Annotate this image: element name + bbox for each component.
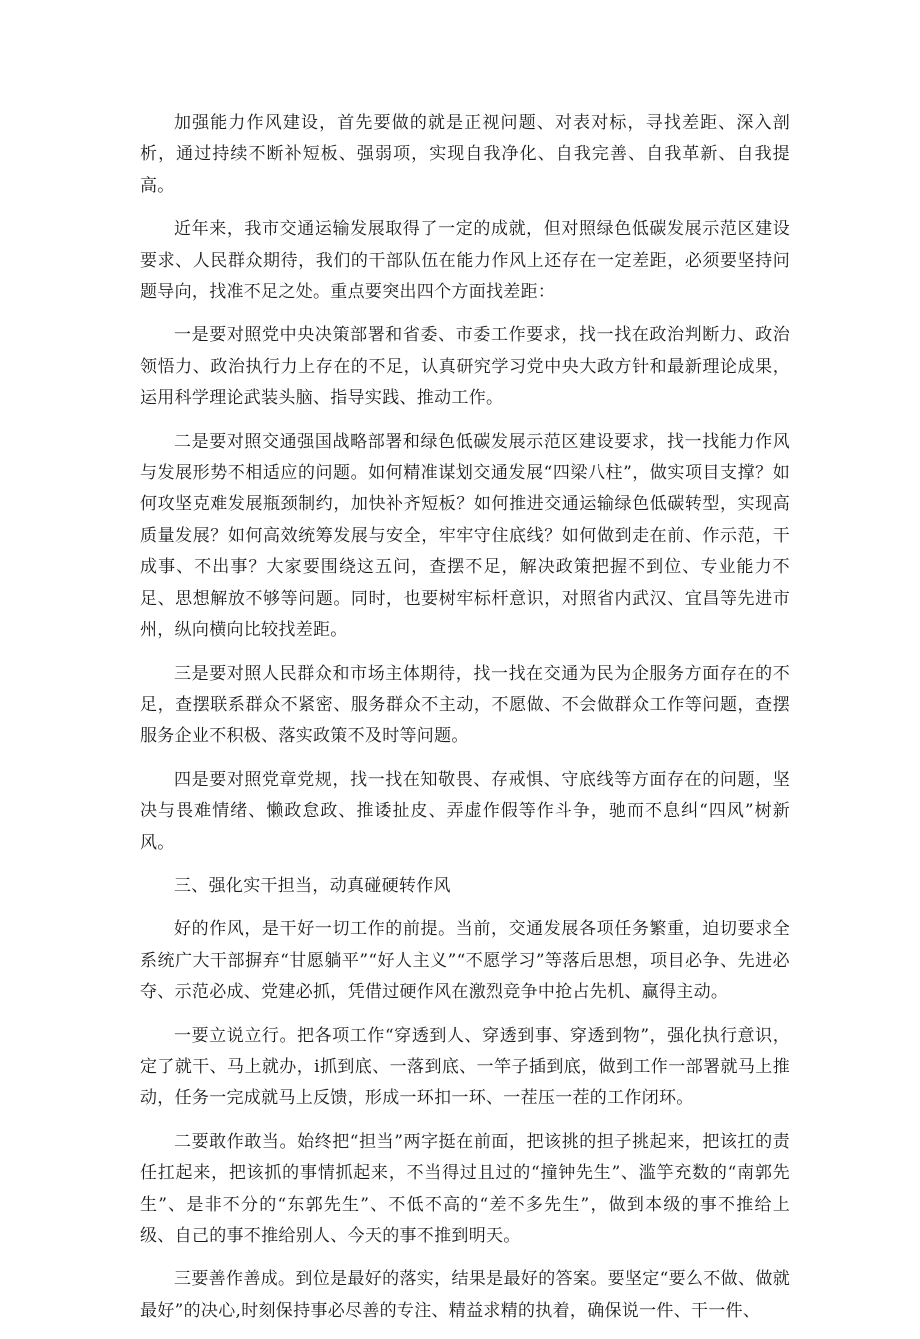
paragraph-point-four: 四是要对照党章党规，找一找在知敬畏、存戒惧、守底线等方面存在的问题，坚决与畏难情绪、懒政怠政、推诿扯皮、弄虚作假等作斗争，驰而不息纠“四风”树新风。 xyxy=(140,769,790,853)
paragraph-requirement-one: 一要立说立行。把各项工作“穿透到人、穿透到事、穿透到物”，强化执行意识，定了就干、马上就办，i抓到底、一落到底、一竿子插到底，做到工作一部署就马上推动，任务一完成就马上反馈，形成一环扣一环、一茬压一茬的工作闭环。 xyxy=(140,1025,790,1109)
paragraph-background: 近年来，我市交通运输发展取得了一定的成就，但对照绿色低碳发展示范区建设要求、人民群众期待，我们的干部队伍在能力作风上还存在一定差距，必须要坚持问题导向，找准不足之处。重点要突出四个方面找差距： xyxy=(140,219,790,303)
document-body xyxy=(140,108,790,1339)
paragraph-point-one: 一是要对照党中央决策部署和省委、市委工作要求，找一找在政治判断力、政治领悟力、政治执行力上存在的不足，认真研究学习党中央大政方针和最新理论成果，运用科学理论武装头脑、指导实践、推动工作。 xyxy=(140,325,790,409)
section-heading-three: 三、强化实干担当，动真碰硬转作风 xyxy=(174,875,451,896)
paragraph-point-two: 二是要对照交通强国战略部署和绿色低碳发展示范区建设要求，找一找能力作风与发展形势不相适应的问题。如何精准谋划交通发展“四梁八柱”，做实项目支撑？如何攻坚克难发展瓶颈制约，加快补齐短板？如何推进交通运输绿色低碳转型，实现高质量发展？如何高效统筹发展与安全，牢牢守住底线？如何做到走在前、作示范，干成事、不出事？大家要围绕这五问，查摆不足，解决政策把握不到位、专业能力不足、思想解放不够等问题。同时，也要树牢标杆意识，对照省内武汉、宜昌等先进市州，纵向横向比较找差距。 xyxy=(140,431,790,641)
paragraph-style-intro: 好的作风，是干好一切工作的前提。当前，交通发展各项任务繁重，迫切要求全系统广大干部摒弃“甘愿躺平”“好人主义”“不愿学习”等落后思想，项目必争、先进必夺、示范必成、党建必抓，凭借过硬作风在激烈竞争中抢占先机、赢得主动。 xyxy=(140,919,790,1003)
paragraph-requirement-three: 三要善作善成。到位是最好的落实，结果是最好的答案。要坚定“要么不做、做就最好”的决心,时刻保持事必尽善的专注、精益求精的执着，确保说一件、干一件、 xyxy=(140,1269,790,1321)
paragraph-intro: 加强能力作风建设，首先要做的就是正视问题、对表对标，寻找差距、深入剖析，通过持续不断补短板、强弱项，实现自我净化、自我完善、自我革新、自我提高。 xyxy=(140,113,790,196)
paragraph-requirement-two: 二要敢作敢当。始终把“担当”两字挺在前面，把该挑的担子挑起来，把该扛的责任扛起来，把该抓的事情抓起来，不当得过且过的“撞钟先生”、滥竽充数的“南郭先生”、是非不分的“东郭先生”、不低不高的“差不多先生”，做到本级的事不推给上级、自己的事不推给别人、今天的事不推到明天。 xyxy=(140,1131,790,1246)
paragraph-point-three: 三是要对照人民群众和市场主体期待，找一找在交通为民为企服务方面存在的不足，查摆联系群众不紧密、服务群众不主动，不愿做、不会做群众工作等问题，查摆服务企业不积极、落实政策不及时等问题。 xyxy=(140,663,790,747)
